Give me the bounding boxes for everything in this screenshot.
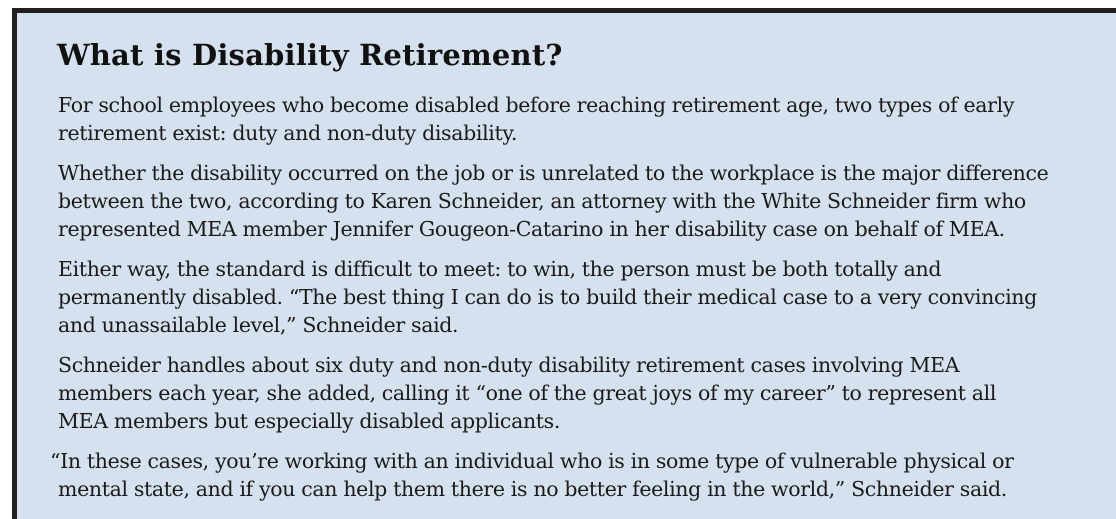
text-line: For school employees who become disabled before reaching retirement age, two types of early bbox=[58, 93, 1015, 117]
paragraph-quote bbox=[50, 447, 1116, 503]
sidebar-box bbox=[12, 8, 1116, 519]
sidebar-title: What is Disability Retirement? bbox=[57, 38, 563, 72]
text-line: members each year, she added, calling it “one of the great joys of my career” to represent all bbox=[58, 381, 997, 405]
text-line: “In these cases, you’re working with an individual who is in some type of vulnerable physical or bbox=[50, 449, 1014, 473]
paragraph-standard bbox=[58, 255, 1116, 339]
text-line: MEA members but especially disabled applicants. bbox=[58, 409, 561, 433]
text-line: Schneider handles about six duty and non-duty disability retirement cases involving MEA bbox=[58, 353, 960, 377]
paragraph-cases bbox=[58, 351, 1116, 435]
text-line: Either way, the standard is difficult to meet: to win, the person must be both totally and bbox=[58, 257, 942, 281]
paragraph-difference bbox=[58, 159, 1116, 243]
text-line: represented MEA member Jennifer Gougeon-Catarino in her disability case on behalf of MEA. bbox=[58, 217, 1005, 241]
text-line: and unassailable level,” Schneider said. bbox=[58, 313, 459, 337]
text-line: mental state, and if you can help them there is no better feeling in the world,” Schneider said. bbox=[58, 477, 1007, 501]
paragraph-retirement-types bbox=[58, 91, 1116, 147]
text-line: between the two, according to Karen Schneider, an attorney with the White Schneider firm who bbox=[58, 189, 1026, 213]
text-line: Whether the disability occurred on the job or is unrelated to the workplace is the major difference bbox=[58, 161, 1049, 185]
text-line: permanently disabled. “The best thing I can do is to build their medical case to a very convincing bbox=[58, 285, 1037, 309]
text-line: retirement exist: duty and non-duty disability. bbox=[58, 121, 518, 145]
